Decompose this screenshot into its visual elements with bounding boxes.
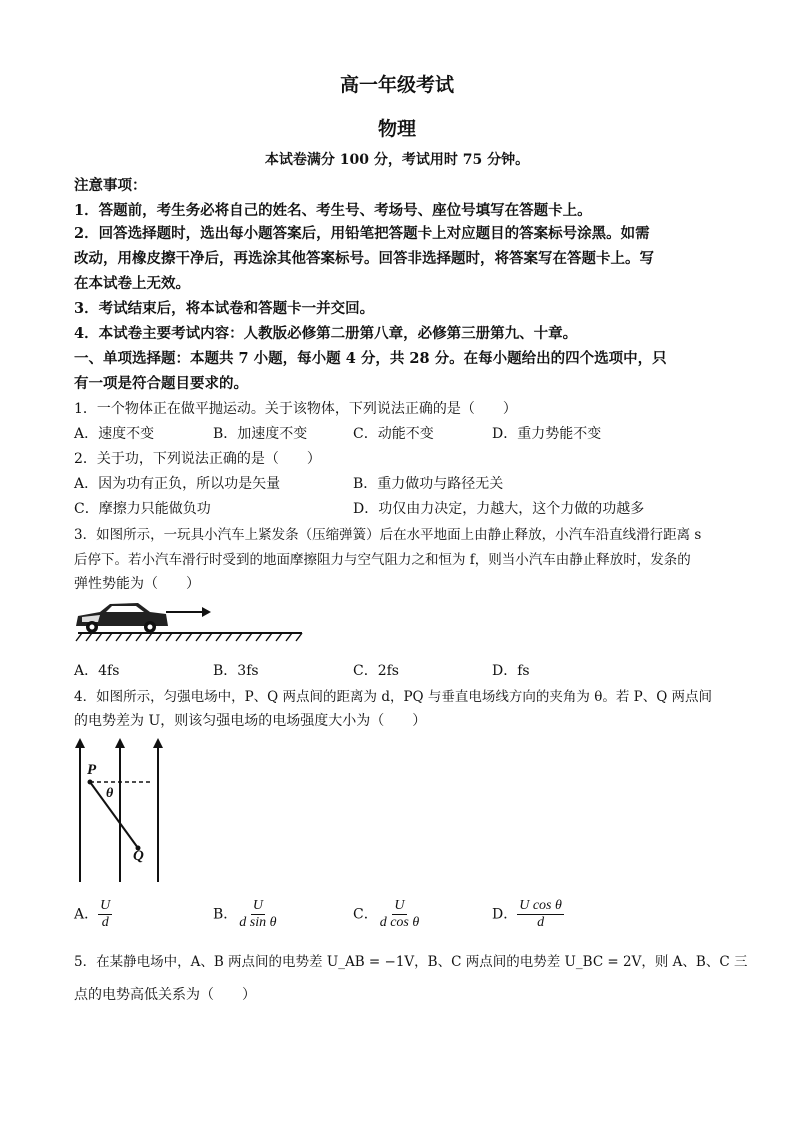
q1-option-b: B．加速度不变: [213, 426, 308, 442]
motion-arrow: [166, 607, 211, 617]
note-2-line-3: 在本试卷上无效。: [74, 275, 190, 292]
electric-field-figure: [70, 736, 170, 886]
segment-pq: [90, 782, 138, 848]
q3-option-b: B．3fs: [213, 663, 259, 679]
q4-option-d: [492, 898, 564, 931]
q4-option-a: [74, 898, 112, 931]
q4-option-a-label: A．: [74, 906, 99, 923]
q1-option-d: D．重力势能不变: [492, 426, 602, 442]
q4-option-d-label: D．: [492, 906, 518, 923]
q4-option-d-numerator: U cos θ: [519, 898, 562, 913]
ground-hatch: [76, 633, 302, 641]
q2-option-d: D．功仅由力决定，力越大，这个力做的功越多: [353, 501, 645, 517]
q4-option-c-label: C．: [353, 906, 378, 923]
note-4: 4．本试卷主要考试内容：人教版必修第二册第八章，必修第三册第九、十章。: [74, 325, 578, 342]
q1-stem: 1．一个物体正在做平抛运动。关于该物体，下列说法正确的是（ ）: [74, 401, 517, 417]
q5-line-2: 点的电势高低关系为（ ）: [74, 987, 256, 1003]
q3-line-1: 3．如图所示，一玩具小汽车上紧发条（压缩弹簧）后在水平地面上由静止释放，小汽车沿直线滑行距离 s: [74, 527, 702, 543]
q3-line-2: 后停下。若小汽车滑行时受到的地面摩擦阻力与空气阻力之和恒为 f，则当小汽车由静止释放时，发条的: [74, 552, 691, 568]
q3-option-a: A．4fs: [74, 663, 120, 679]
label-p: P: [87, 762, 97, 778]
note-2-line-1: 2．回答选择题时，选出每小题答案后，用铅笔把答题卡上对应题目的答案标号涂黑。如需: [74, 225, 650, 242]
q4-option-c: [353, 898, 421, 931]
q2-option-b: B．重力做功与路径无关: [353, 476, 504, 492]
q4-option-a-denominator: d: [101, 915, 109, 930]
q5-line-1: 5．在某静电场中，A、B 两点间的电势差 U_AB = −1V，B、C 两点间的电势差 U_BC = 2V，则 A、B、C 三: [74, 954, 748, 970]
q4-line-2: 的电势差为 U，则该匀强电场的电场强度大小为（ ）: [74, 713, 427, 729]
q4-option-b: [213, 898, 279, 931]
label-theta: θ: [106, 786, 114, 801]
q3-line-3: 弹性势能为（ ）: [74, 576, 200, 592]
note-1: 1．答题前，考生务必将自己的姓名、考生号、考场号、座位号填写在答题卡上。: [74, 202, 592, 219]
field-lines: [75, 738, 163, 882]
q4-option-c-numerator: U: [394, 898, 405, 913]
q4-option-b-denominator: d sin θ: [239, 915, 277, 930]
q2-option-a: A．因为功有正负，所以功是矢量: [74, 476, 281, 492]
q4-option-d-denominator: d: [537, 915, 545, 930]
q4-option-a-numerator: U: [100, 898, 111, 913]
q4-option-b-numerator: U: [252, 898, 263, 913]
q4-option-b-label: B．: [213, 906, 238, 923]
q3-option-d: D．fs: [492, 663, 530, 679]
q4-option-c-denominator: d cos θ: [379, 915, 420, 930]
q1-option-c: C．动能不变: [353, 426, 434, 442]
point-p: [88, 780, 93, 785]
note-2-line-2: 改动，用橡皮擦干净后，再选涂其他答案标号。回答非选择题时，将答案写在答题卡上。写: [74, 250, 654, 267]
subject-title: 物理: [377, 118, 416, 140]
toy-car-figure: [70, 598, 310, 644]
q2-option-c: C．摩擦力只能做负功: [74, 501, 211, 517]
q3-option-c: C．2fs: [353, 663, 399, 679]
exam-title: 高一年级考试: [339, 74, 454, 96]
q1-option-a: A．速度不变: [74, 426, 155, 442]
section-1-line-1: 一、单项选择题：本题共 7 小题，每小题 4 分，共 28 分。在每小题给出的四个选项中，只: [74, 350, 667, 367]
section-1-line-2: 有一项是符合题目要求的。: [74, 375, 248, 392]
q4-line-1: 4．如图所示，匀强电场中，P、Q 两点间的距离为 d，PQ 与垂直电场线方向的夹角为 θ。若 P、Q 两点间: [74, 689, 713, 705]
exam-info: 本试卷满分 100 分，考试用时 75 分钟。: [264, 152, 530, 168]
label-q: Q: [133, 848, 144, 864]
toy-car-icon: [76, 603, 168, 633]
note-3: 3．考试结束后，将本试卷和答题卡一并交回。: [74, 300, 375, 317]
q2-stem: 2．关于功，下列说法正确的是（ ）: [74, 451, 321, 467]
notes-heading: 注意事项：: [74, 177, 147, 194]
